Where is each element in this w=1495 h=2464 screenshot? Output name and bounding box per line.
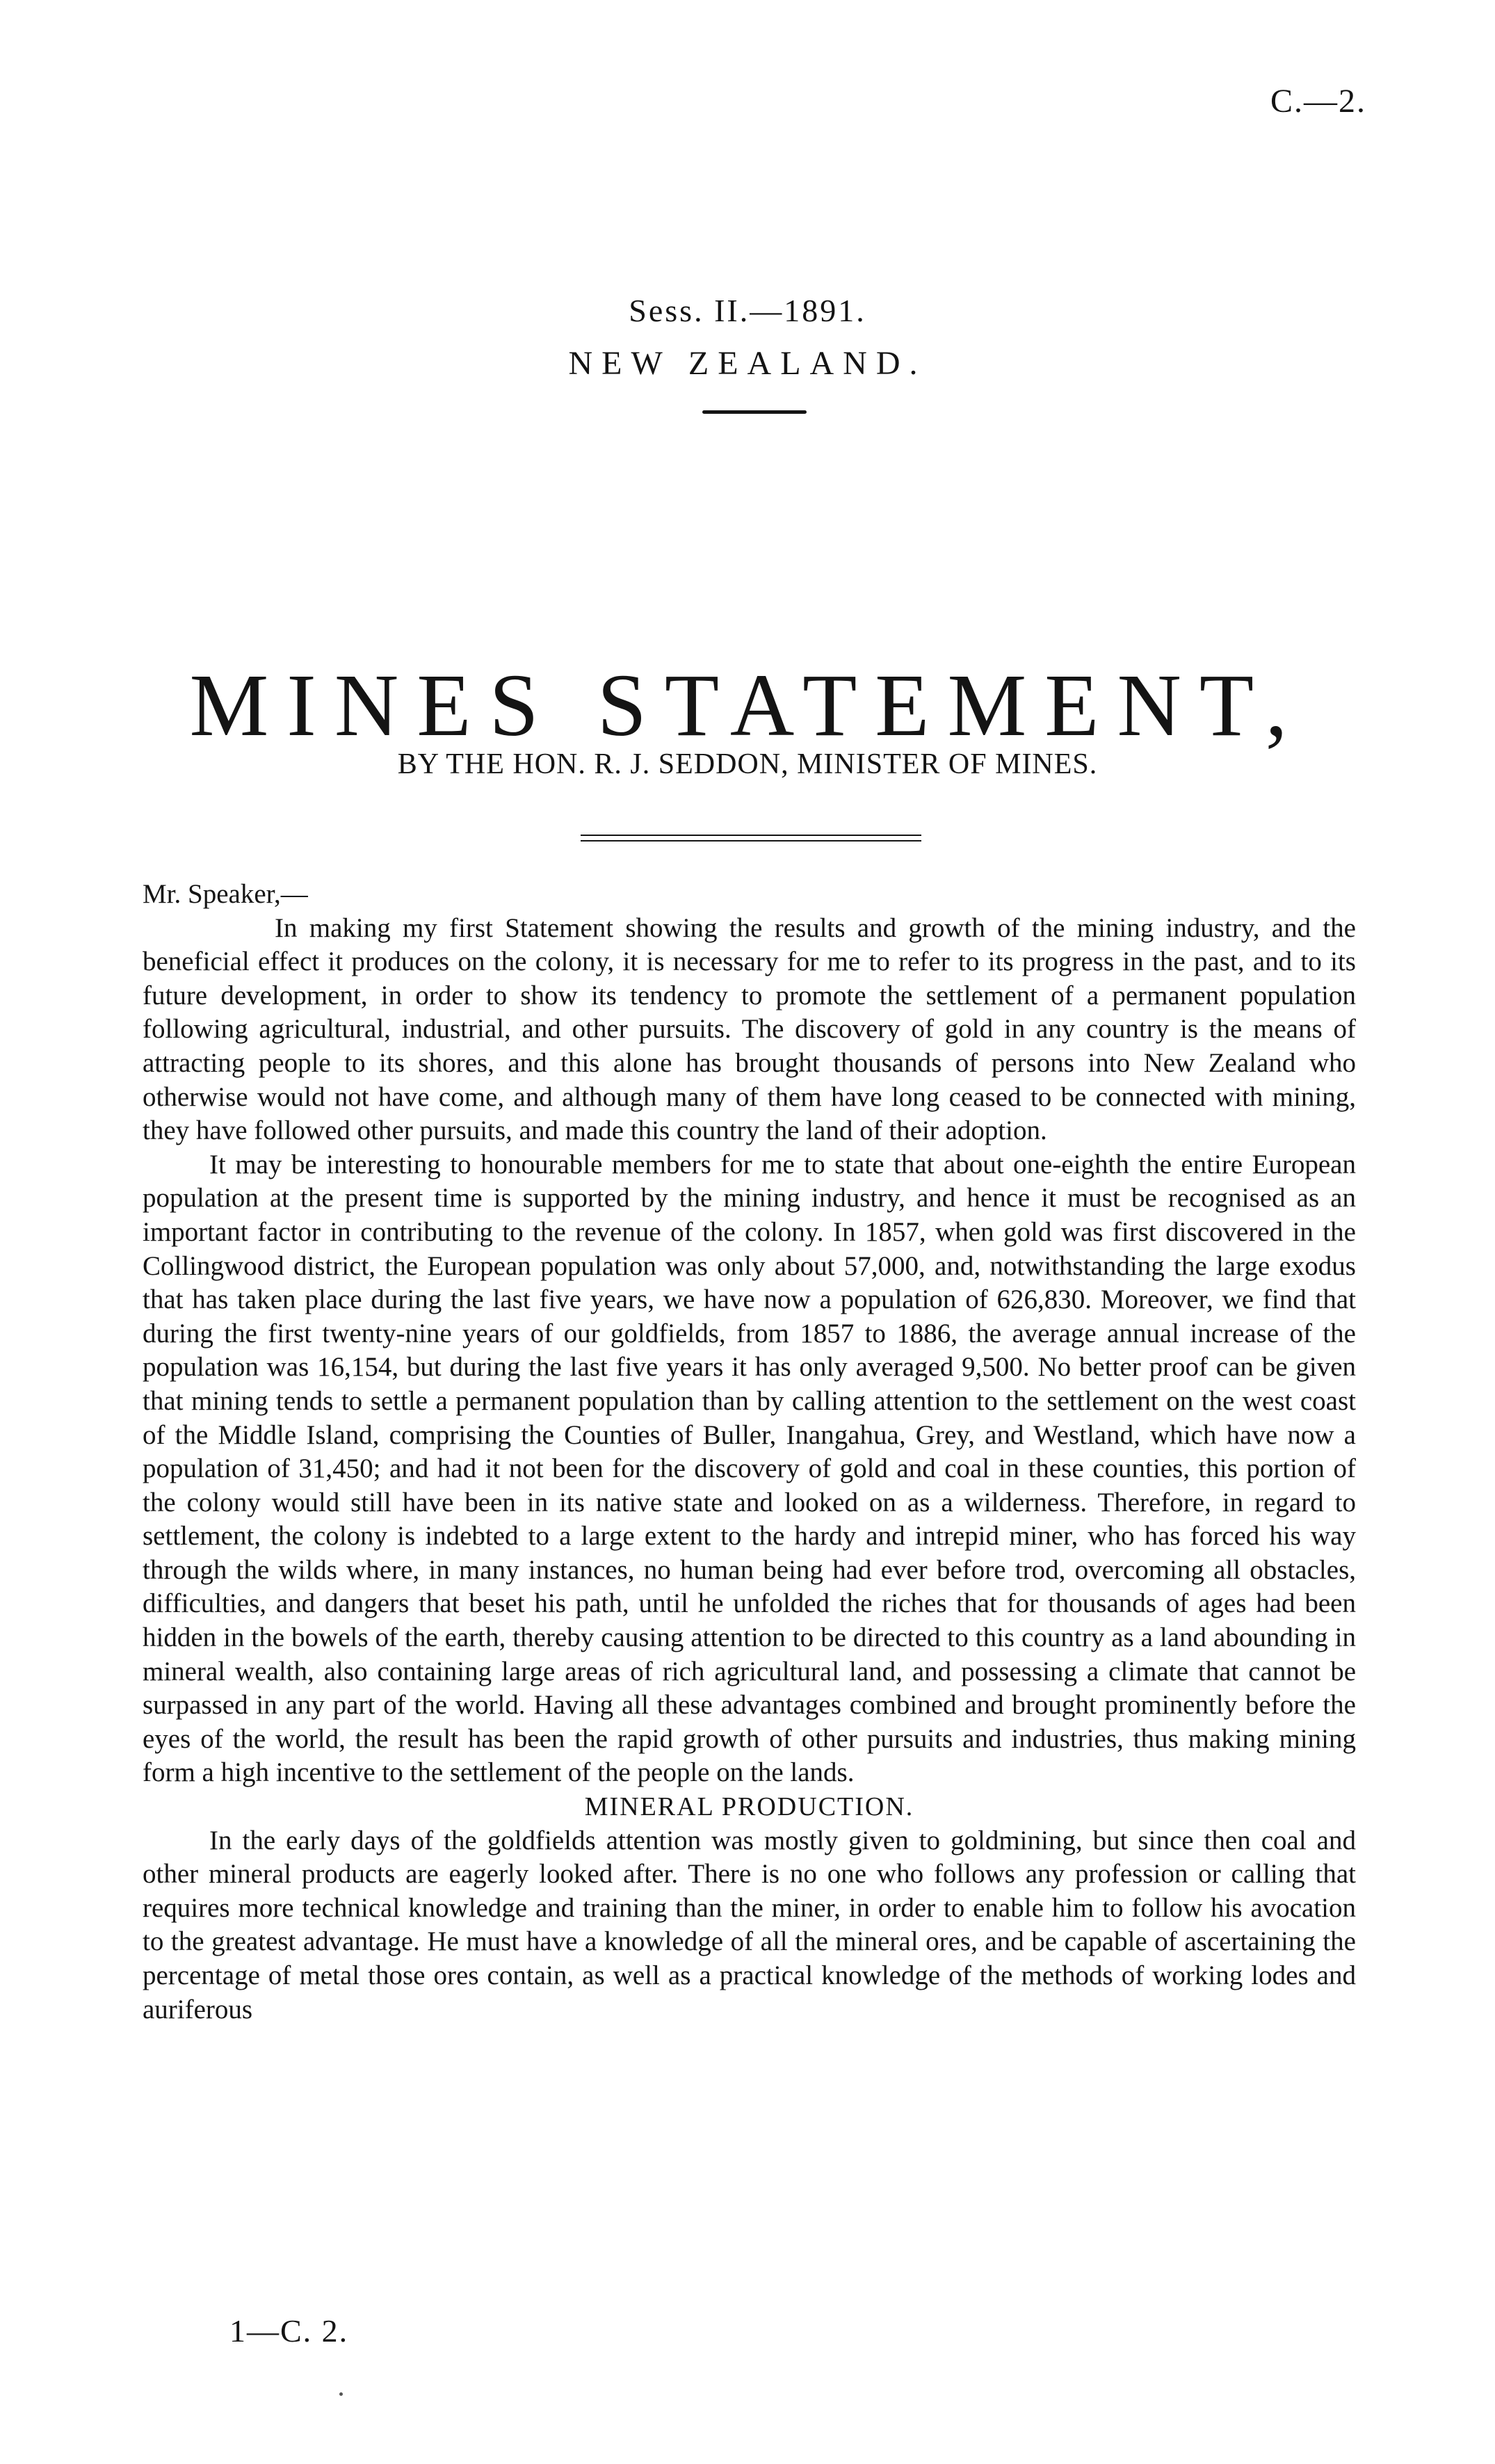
footer-page-reference: 1—C. 2. bbox=[229, 2313, 349, 2349]
section-paragraph: In the early days of the goldfields attention was mostly given to goldmining, but since then coal and other mineral products are eagerly looked after. There is no one who follows any profession or calling that requires more technical knowledge and training than the miner, in order to enable him to follow his avocation to the greatest advantage. He must have a knowledge of all the mineral ores, and be capable of ascertaining the percentage of metal those ores contain, as well as a practical knowledge of the methods of working lodes and auriferous bbox=[143, 1825, 1356, 2024]
short-rule-divider bbox=[702, 410, 807, 414]
country-heading: NEW ZEALAND. bbox=[568, 345, 927, 382]
body-paragraph-1: In making my first Statement showing the results and growth of the mining industry, and the beneficial effect it produces on the colony, it is necessary for me to refer to its progress in the past, and to its future development, in order to show its tendency to promote the settlement of a permanent population following agricultural, industrial, and other pursuits. The discovery of gold in any country is the means of attracting people to its shores, and this alone has brought thousands of persons into New Zealand who otherwise would not have come, and although many of them have long ceased to be connected with mining, they have followed other pursuits, and made this country the land of their adoption. bbox=[143, 912, 1356, 1146]
body-paragraph-2: It may be interesting to honourable members for me to state that about one-eighth the entire European population at the present time is supported by the mining industry, and hence it must be recognised as an important factor in contributing to the revenue of the colony. In 1857, when gold was first discovered in the Collingwood district, the European population was only about 57,000, and, notwithstanding the large exodus that has taken place during the last five years, we have now a population of 626,830. Moreover, we find that during the first twenty-nine years of our goldfields, from 1857 to 1886, the average annual increase of the population was 16,154, but during the last five years it has only averaged 9,500. No better proof can be given that mining tends to settle a permanent population than by calling attention to the settlement on the west coast of the Middle Island, comprising the Counties of Buller, Inangahua, Grey, and Westland, which have now a population of 31,450; and had it not been for the discovery of gold and coal in these counties, this portion of the colony would still have been in its native state and looked on as a wilderness. Therefore, in regard to settlement, the colony is indebted to a large extent to the hardy and intrepid miner, who has forced his way through the wilds where, in many instances, no human being had ever before trod, overcoming all obstacles, difficulties, and dangers that beset his path, until he unfolded the riches that for thousands of ages had been hidden in the bowels of the earth, thereby causing attention to be directed to this country as a land abounding in mineral wealth, also containing large areas of rich agricultural land, and possessing a climate that cannot be surpassed in any part of the world. Having all these advantages combined and brought prominently before the eyes of the world, the result has been the rapid growth of other pursuits and industries, thus making mining form a high incentive to the settlement of the people on the lands. bbox=[143, 1149, 1356, 1788]
section-heading: MINERAL PRODUCTION. bbox=[584, 1792, 914, 1822]
author-byline: BY THE HON. R. J. SEDDON, MINISTER OF MINES. bbox=[397, 748, 1098, 780]
body-text bbox=[143, 878, 1356, 2027]
page-reference: C.—2. bbox=[1270, 83, 1366, 120]
document-title: MINES STATEMENT, bbox=[189, 656, 1306, 755]
salutation: Mr. Speaker,— bbox=[143, 879, 308, 909]
session-line: Sess. II.—1891. bbox=[629, 293, 866, 328]
printer-dot bbox=[339, 2392, 343, 2396]
double-rule-divider bbox=[581, 835, 921, 842]
